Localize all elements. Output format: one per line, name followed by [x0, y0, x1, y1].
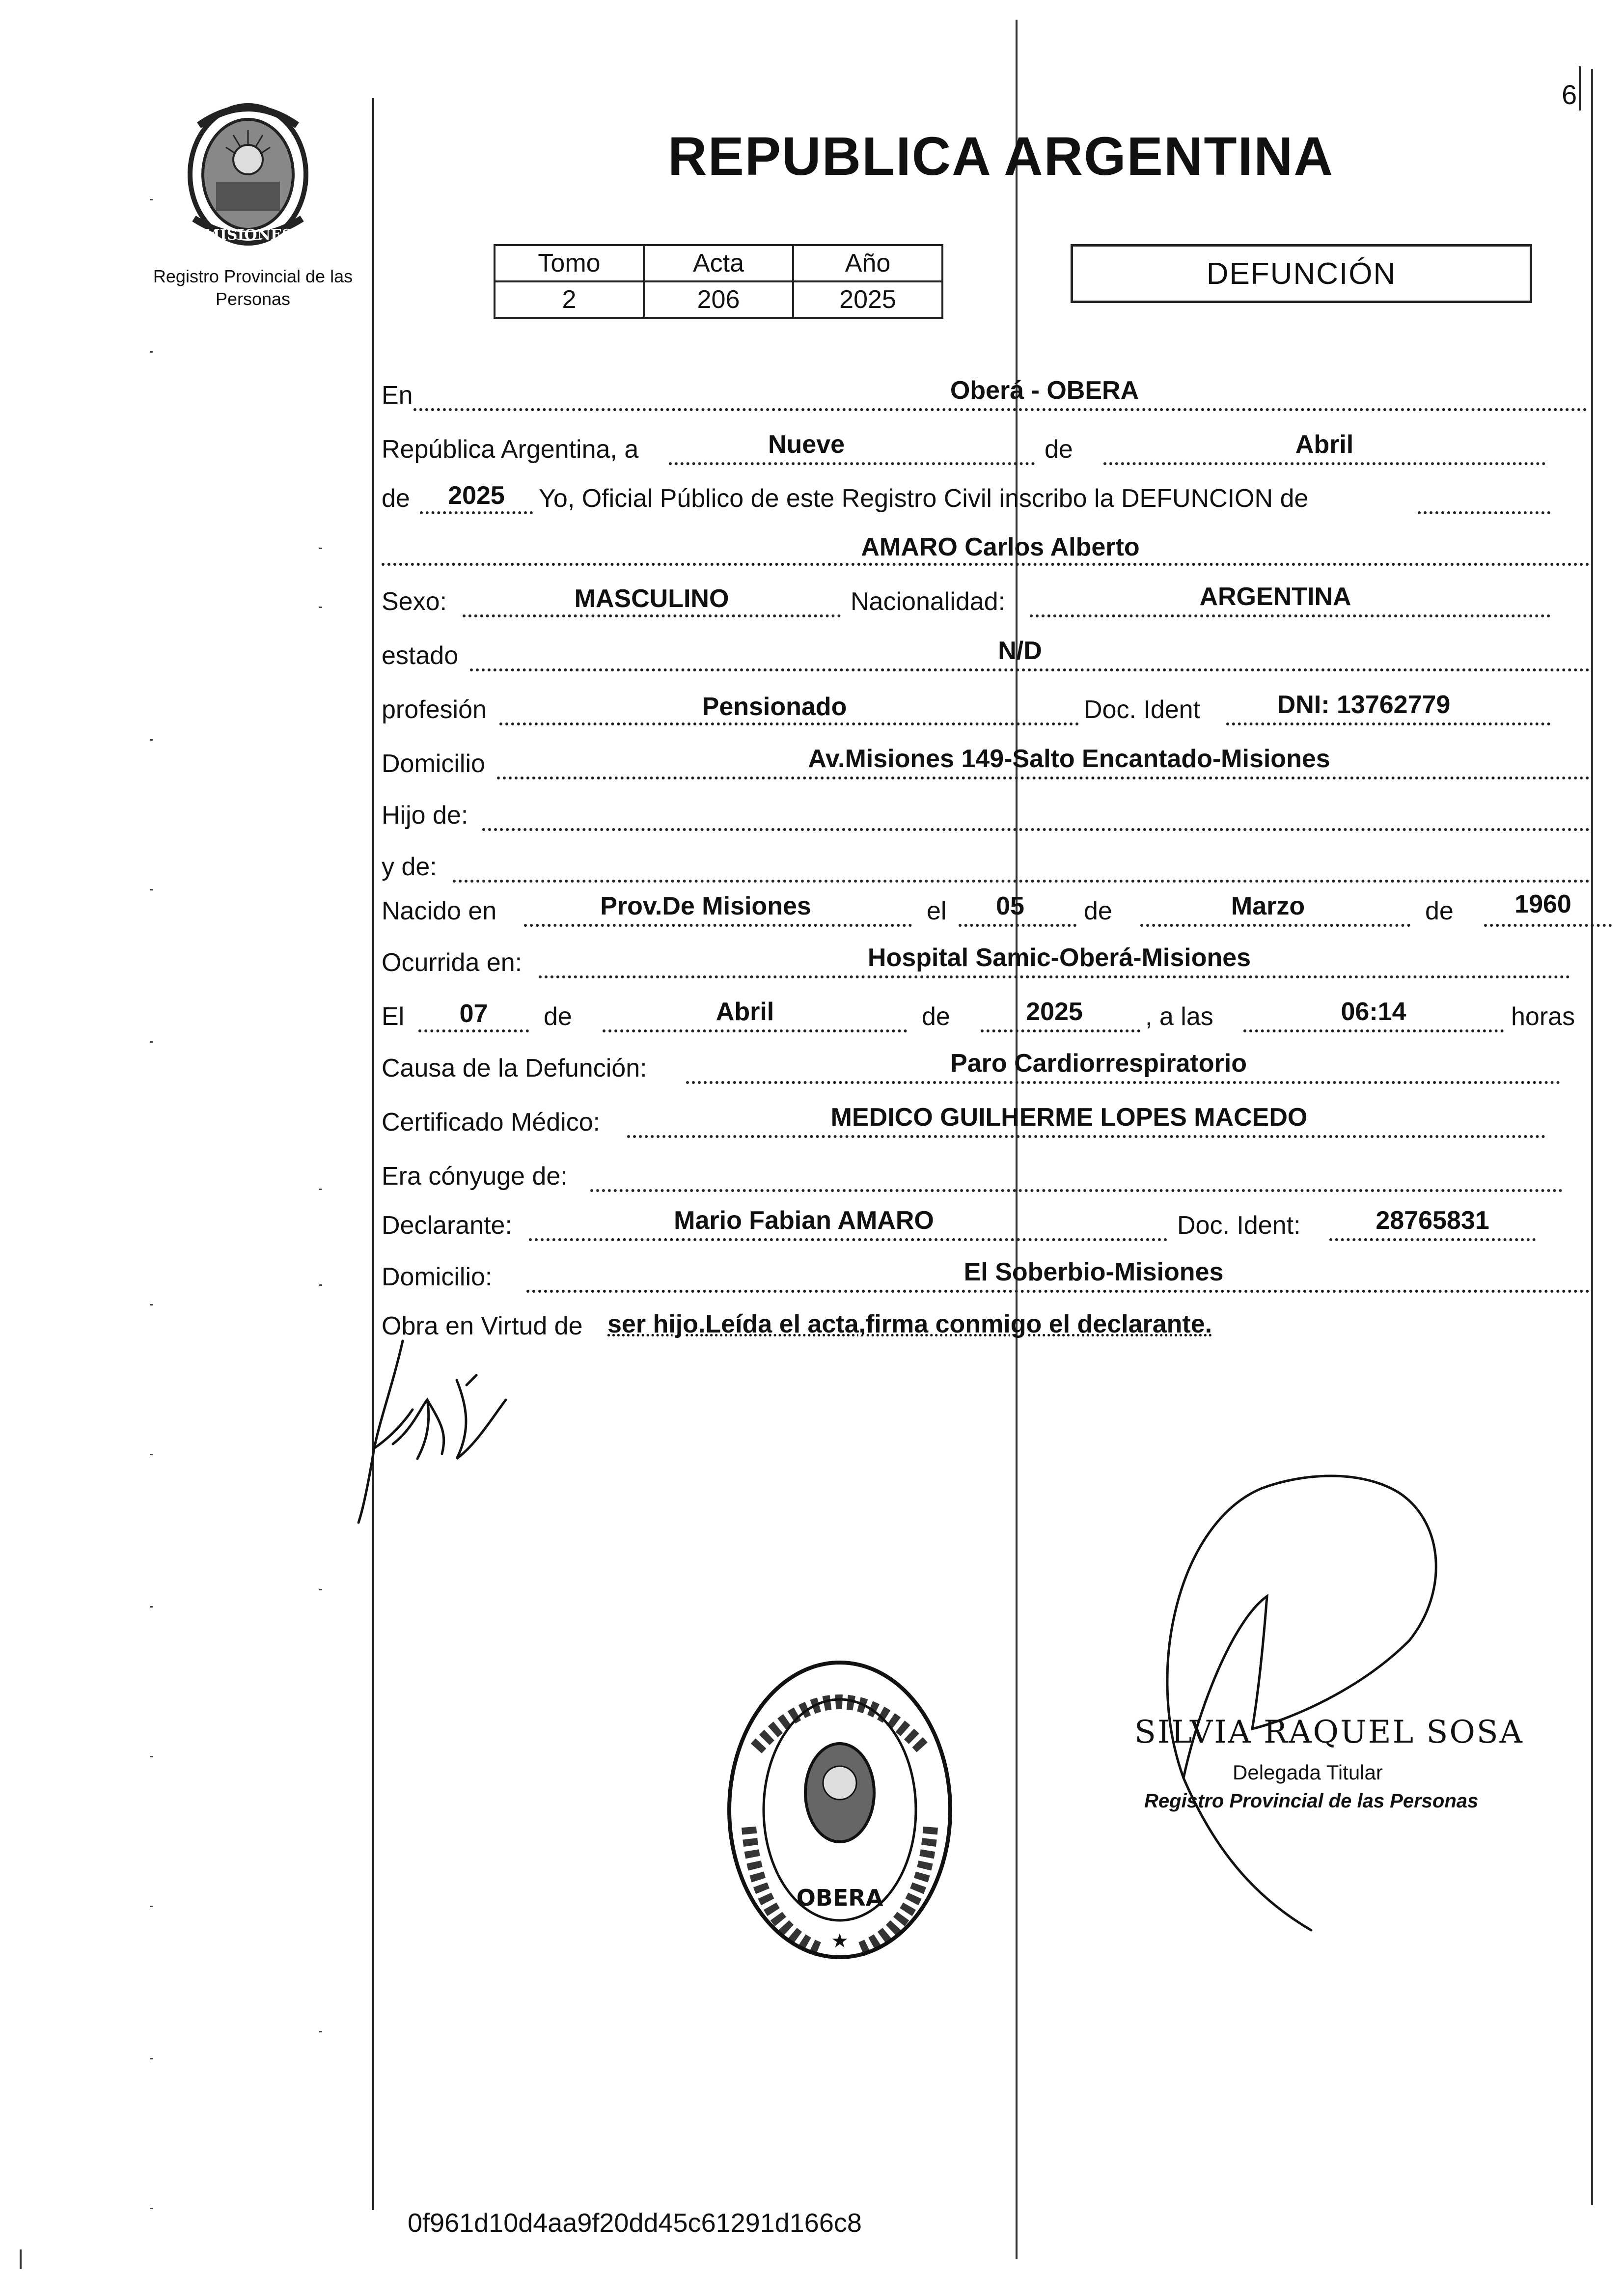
nombre-value: AMARO Carlos Alberto: [861, 533, 1140, 561]
dotted-line: [686, 1081, 1560, 1084]
dotted-line: [418, 1029, 529, 1032]
domicilio2-label: Domicilio:: [382, 1263, 493, 1291]
y-de-label: y de:: [382, 853, 437, 881]
obra-value: ser hijo.Leída el acta,firma conmigo el declarante.: [607, 1310, 1212, 1338]
causa-label: Causa de la Defunción:: [382, 1054, 647, 1082]
dotted-line: [524, 924, 912, 927]
dotted-line: [1140, 924, 1410, 927]
dotted-line: [470, 668, 1590, 671]
dotted-line: [529, 1238, 1167, 1241]
estado-label: estado: [382, 641, 459, 670]
def-anio-value: 2025: [1026, 998, 1083, 1026]
page-number: 6: [1562, 79, 1577, 110]
dotted-line: [539, 975, 1570, 978]
tomo-value: 2: [495, 281, 644, 318]
sexo-value: MASCULINO: [574, 584, 729, 613]
corner-mark: [20, 2249, 22, 2269]
dotted-line: [1329, 1238, 1536, 1241]
dotted-line: [959, 924, 1076, 927]
official-signature: [1105, 1464, 1557, 1955]
margin-tick: [150, 1906, 153, 1907]
margin-tick: [150, 199, 153, 200]
dotted-line: [413, 408, 1587, 411]
dotted-line: [627, 1135, 1545, 1138]
svg-text:★: ★: [831, 1930, 849, 1952]
def-hora-value: 06:14: [1341, 998, 1406, 1026]
official-office: Registro Provincial de las Personas: [1144, 1790, 1479, 1812]
margin-tick: [150, 2208, 153, 2209]
de-label-6: de: [922, 1002, 950, 1031]
anio-value: 2025: [793, 281, 942, 318]
declarant-signature: [344, 1326, 521, 1532]
dotted-line: [526, 1290, 1590, 1293]
domicilio-value: Av.Misiones 149-Salto Encantado-Misiones: [808, 745, 1330, 773]
organization-name: Registro Provincial de las Personas: [153, 266, 353, 309]
obra-label: Obra en Virtud de: [382, 1312, 583, 1340]
margin-tick: [319, 1589, 322, 1590]
right-margin-rule: [1591, 69, 1593, 2205]
dotted-line: [1418, 511, 1550, 514]
dotted-line: [1243, 1029, 1504, 1032]
mes-registro: Abril: [1295, 430, 1354, 459]
margin-tick: [319, 1284, 322, 1286]
margin-tick: [319, 548, 322, 549]
margin-tick: [319, 607, 322, 608]
dotted-line: [981, 1029, 1140, 1032]
conyuge-label: Era cónyuge de:: [382, 1162, 568, 1191]
doc-value: DNI: 13762779: [1277, 691, 1451, 719]
dotted-line: [463, 614, 841, 617]
dotted-line: [1484, 924, 1612, 927]
margin-tick: [150, 889, 153, 890]
document-title: REPUBLICA ARGENTINA: [668, 126, 1334, 187]
a-las-label: , a las: [1145, 1002, 1213, 1031]
profesion-label: profesión: [382, 695, 487, 724]
lugar-label: En: [382, 381, 413, 410]
dia-registro: Nueve: [768, 430, 845, 459]
dotted-line: [590, 1189, 1563, 1192]
page-corner-mark: [1579, 66, 1581, 111]
dotted-line: [669, 462, 1035, 465]
de-label-5: de: [544, 1002, 572, 1031]
de-label-4: de: [1425, 897, 1454, 925]
record-type: DEFUNCIÓN: [1206, 256, 1397, 291]
province-crest-icon: [179, 96, 317, 253]
certificado-label: Certificado Médico:: [382, 1108, 601, 1137]
dotted-line: [382, 563, 1590, 566]
nac-dia-value: 05: [996, 892, 1024, 920]
tomo-header: Tomo: [495, 245, 644, 281]
de-label-2: de: [382, 484, 410, 513]
doc-ident-label: Doc. Ident:: [1177, 1211, 1301, 1240]
profesion-value: Pensionado: [702, 693, 847, 721]
margin-tick: [150, 1454, 153, 1455]
dotted-line: [420, 511, 533, 514]
sexo-label: Sexo:: [382, 587, 447, 616]
document-hash: 0f961d10d4aa9f20dd45c61291d166c8: [408, 2208, 862, 2238]
dotted-line: [499, 722, 1079, 725]
nacido-en-value: Prov.De Misiones: [600, 892, 811, 920]
de-label-3: de: [1084, 897, 1112, 925]
margin-tick: [150, 351, 153, 353]
horas-label: horas: [1511, 1002, 1575, 1031]
dotted-line: [603, 1029, 907, 1032]
anio-header: Año: [793, 245, 942, 281]
ocurrida-en-value: Hospital Samic-Oberá-Misiones: [867, 944, 1251, 972]
acta-header: Acta: [644, 245, 793, 281]
margin-tick: [150, 1304, 153, 1305]
official-name: SILVIA RAQUEL SOSA: [1134, 1714, 1524, 1750]
estado-value: N/D: [998, 637, 1042, 665]
record-type-box: [1071, 244, 1532, 303]
lugar-value: Oberá - OBERA: [950, 376, 1139, 405]
nac-mes-value: Marzo: [1231, 892, 1305, 920]
declarante-doc-value: 28765831: [1376, 1206, 1489, 1235]
nacionalidad-label: Nacionalidad:: [851, 587, 1006, 616]
hijo-label: Hijo de:: [382, 801, 468, 830]
acta-value: 206: [644, 281, 793, 318]
margin-tick: [319, 2031, 322, 2032]
left-margin-rule: [372, 98, 374, 2210]
ocurrida-label: Ocurrida en:: [382, 948, 523, 977]
dotted-line: [482, 828, 1590, 831]
stamp-city: OBERA: [796, 1885, 883, 1911]
dotted-line: [453, 880, 1590, 883]
margin-tick: [150, 739, 153, 741]
nacionalidad-value: ARGENTINA: [1199, 583, 1351, 611]
margin-tick: [150, 1041, 153, 1043]
declarante-label: Declarante:: [382, 1211, 512, 1240]
dotted-line: [1103, 462, 1545, 465]
margin-tick: [150, 2058, 153, 2059]
inscribo-text: Yo, Oficial Público de este Registro Civil inscribo la DEFUNCION de: [539, 484, 1309, 513]
nac-anio-value: 1960: [1514, 890, 1571, 918]
page-fold-line: [1016, 20, 1018, 2259]
certificado-value: MEDICO GUILHERME LOPES MACEDO: [830, 1103, 1308, 1132]
def-dia-value: 07: [459, 999, 488, 1028]
republica-label: República Argentina, a: [382, 435, 639, 464]
causa-value: Paro Cardiorrespiratorio: [950, 1049, 1247, 1078]
declarante-domicilio-value: El Soberbio-Misiones: [963, 1258, 1224, 1286]
nacido-label: Nacido en: [382, 897, 497, 925]
declarante-value: Mario Fabian AMARO: [674, 1206, 934, 1235]
de-label: de: [1045, 435, 1073, 464]
domicilio-label: Domicilio: [382, 749, 485, 778]
margin-tick: [150, 1606, 153, 1608]
el-cap-label: El: [382, 1002, 405, 1031]
reference-table: [494, 244, 943, 319]
el-label: el: [927, 897, 947, 925]
anio-registro: 2025: [448, 481, 505, 510]
def-mes-value: Abril: [716, 998, 774, 1026]
margin-tick: [319, 1189, 322, 1190]
svg-text:MISIONES: MISIONES: [203, 226, 293, 244]
dotted-line: [1030, 614, 1550, 617]
official-role: Delegada Titular: [1233, 1761, 1383, 1784]
doc-label: Doc. Ident: [1084, 695, 1201, 724]
dotted-line: [1226, 722, 1550, 725]
dotted-line: [497, 777, 1590, 779]
margin-tick: [150, 1756, 153, 1757]
